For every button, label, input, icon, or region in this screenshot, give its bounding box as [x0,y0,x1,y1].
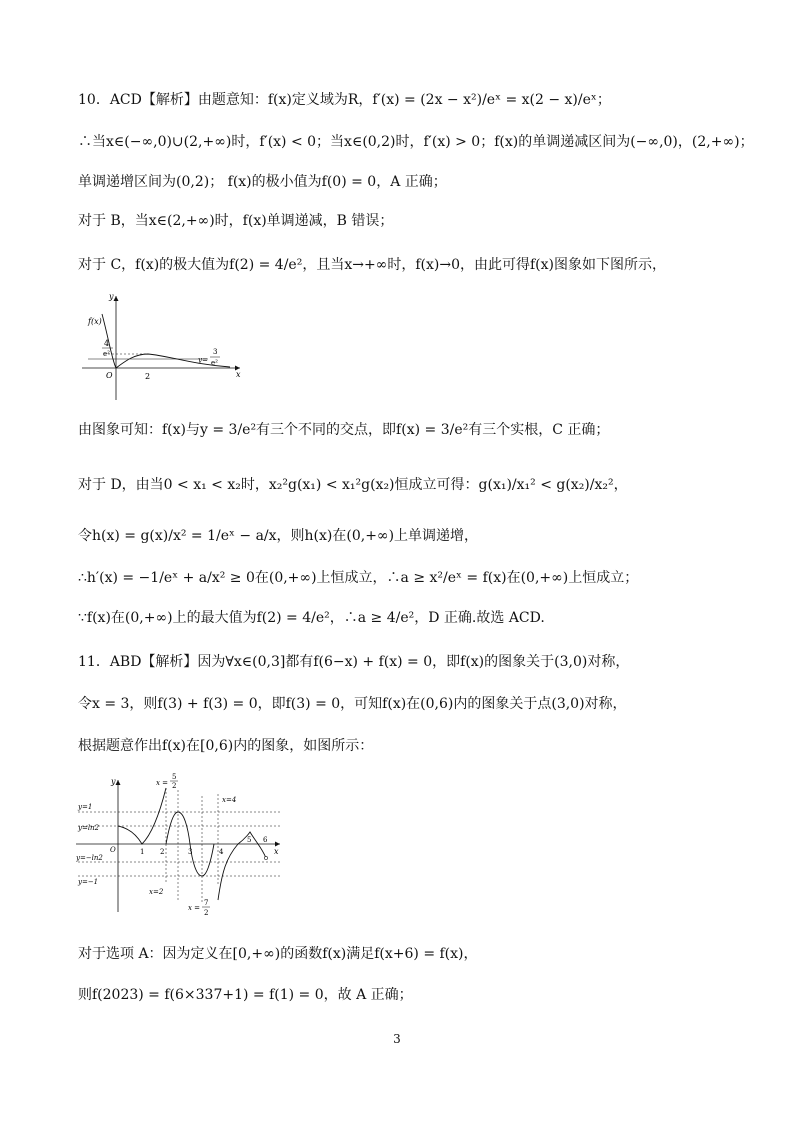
tick-5: 5 [247,836,252,844]
label-x-7-2-denominator: 2 [204,909,209,917]
text-line-12: 令x = 3，则f(3) + f(3) = 0，即f(3) = 0，可知f(x)在(0,6)内的图象关于点(3,0)对称， [78,696,627,712]
origin-label: O [110,846,116,854]
tick-1: 1 [140,848,145,856]
text-line-6: 由图象可知：f(x)与y = 3/e²有三个不同的交点，即f(x) = 3/e²有三个实根，C 正确； [78,422,610,438]
label-x-4: x=4 [222,796,237,804]
text-line-8: 令h(x) = g(x)/x² = 1/eˣ − a/x，则h(x)在(0,+∞)上单调递增， [78,528,479,544]
curve-label: f(x) [88,317,102,326]
origin-label: O [106,371,113,380]
text-line-15: 则f(2023) = f(6×337+1) = f(1) = 0，故 A 正确； [78,987,413,1003]
text-line-4: 对于 B，当x∈(2,+∞)时，f(x)单调递减，B 错误； [78,213,394,229]
text-line-13: 根据题意作出f(x)在[0,6)内的图象，如图所示： [78,738,374,754]
label-x-5-2-denominator: 2 [172,782,177,790]
label-x-2: x=2 [149,888,164,896]
curve-piece-0-2 [118,788,166,844]
open-endpoint [264,856,267,859]
tick-3: 3 [188,848,193,856]
text-line-5: 对于 C，f(x)的极大值为f(2) = 4/e²，且当x→+∞时，f(x)→0，由此可得f(x)图象如下图所示， [78,257,666,273]
max-value-denominator: e² [103,350,110,358]
tick-2: 2 [145,372,151,381]
tick-4: 4 [219,848,224,856]
label-x-5-2-left: x = [156,779,169,787]
text-line-1: 10．ACD【解析】由题意知：f(x)定义域为R，f′(x) = (2x − x²)/eˣ = x(2 − x)/eˣ； [78,92,611,108]
y-axis-label: y [111,777,116,786]
curve-piece-4-6 [218,832,266,900]
max-value-numerator: 4 [104,339,110,348]
text-line-14: 对于选项 A：因为定义在[0,+∞)的函数f(x)满足f(x+6) = f(x)， [78,946,478,962]
line-label-numerator: 3 [213,348,218,356]
text-line-9: ∴h′(x) = −1/eˣ + a/x² ≥ 0在(0,+∞)上恒成立，∴a ≥ x²/eˣ = f(x)在(0,+∞)上恒成立； [78,570,639,586]
label-y-1: y=1 [78,803,93,811]
text-line-3: 单调递增区间为(0,2)； f(x)的极小值为f(0) = 0，A 正确； [78,174,447,190]
x-axis-label: x [236,370,241,379]
tick-6: 6 [263,836,268,844]
x-axis-label: x [274,847,279,856]
line-label-denominator: e² [211,359,218,367]
label-x-5-2-numerator: 5 [172,773,177,781]
y-axis-arrow-icon [116,780,121,785]
label-y-ln2: y=ln2 [78,824,100,832]
text-line-10: ∵f(x)在(0,+∞)上的最大值为f(2) = 4/e²，∴a ≥ 4/e²，D 正确.故选 ACD. [78,610,545,626]
text-line-11: 11．ABD【解析】因为∀x∈(0,3]都有f(6−x) + f(x) = 0，即f(x)的图象关于(3,0)对称， [78,654,630,670]
tick-2: 2 [160,848,165,856]
figure-periodic-graph [76,772,288,924]
y-axis-label: y [109,292,114,301]
figure-fx-graph [80,288,250,406]
label-y-neg-1: y=−1 [78,878,99,886]
page-number: 3 [393,1032,401,1046]
text-line-7: 对于 D，由当0 < x₁ < x₂时，x₂²g(x₁) < x₁²g(x₂)恒成立可得：g(x₁)/x₁² < g(x₂)/x₂²， [78,477,628,493]
label-x-7-2-numerator: 7 [204,899,209,907]
text-line-2: ∴当x∈(−∞,0)∪(2,+∞)时，f′(x) < 0；当x∈(0,2)时，f′(x) > 0；f(x)的单调递减区间为(−∞,0)，(2,+∞)； [78,134,754,150]
label-x-7-2-left: x = [188,904,201,912]
y-axis-arrow-icon [114,296,119,301]
x-axis-arrow-icon [275,842,280,847]
label-y-neg-ln2: y=−ln2 [76,854,103,862]
line-label-left: y= [198,356,208,364]
